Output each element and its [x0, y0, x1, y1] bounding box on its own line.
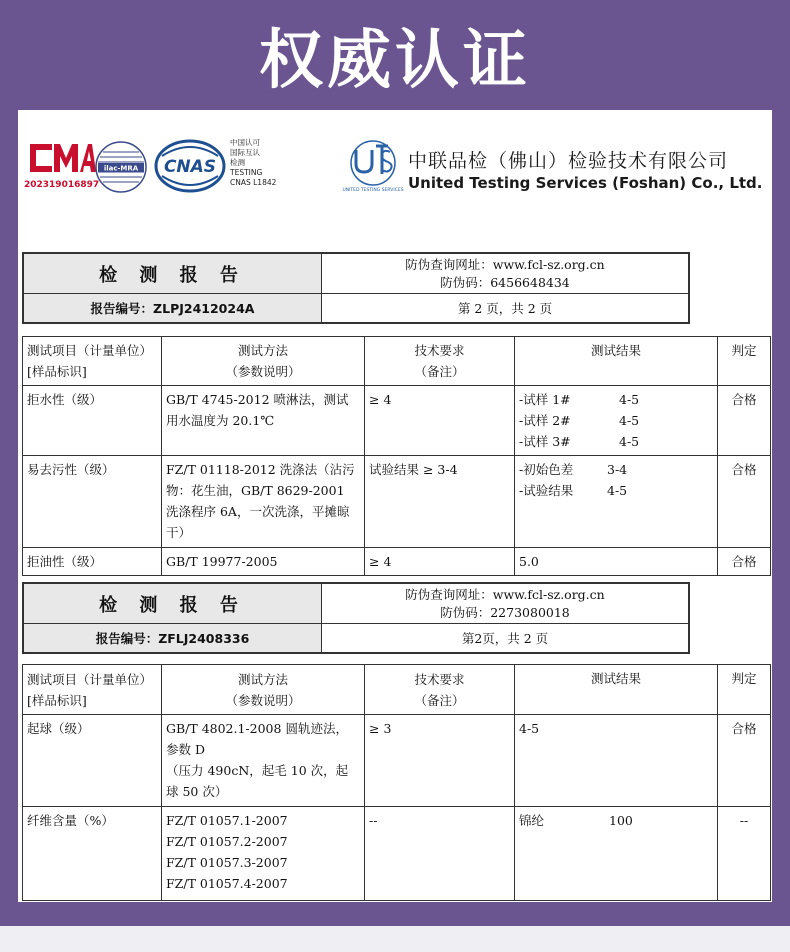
- row-item: 起球（级）: [23, 715, 162, 807]
- col-header-requirement: 技术要求 （备注）: [365, 337, 515, 386]
- table-header-row: [23, 665, 771, 715]
- cnas-logo-icon: [154, 138, 226, 194]
- result-value: 4-5: [619, 392, 640, 407]
- logos-row: [18, 110, 772, 220]
- result-line: [519, 810, 713, 831]
- svg-text:CNAS: CNAS: [163, 157, 217, 177]
- row-results: 4-5: [515, 715, 718, 807]
- col-header-result: 测试结果: [515, 665, 718, 715]
- row-item: 易去污性（级）: [23, 456, 162, 548]
- row-results: [515, 386, 718, 456]
- verify-code: 防伪码：2273080018: [440, 604, 570, 620]
- report-header-1: [22, 252, 690, 324]
- col-header-result: 测试结果: [515, 337, 718, 386]
- results-table-2: [22, 664, 771, 901]
- row-requirement: ≥ 4: [365, 386, 515, 456]
- company-name-en: United Testing Services (Foshan) Co., Ltd.: [408, 174, 763, 192]
- row-method: FZ/T 01057.1-2007 FZ/T 01057.2-2007 FZ/T 01057.3-2007 FZ/T 01057.4-2007: [162, 807, 365, 901]
- bottom-band: [0, 926, 790, 952]
- table-row: [23, 456, 771, 548]
- cma-number: 202319016897: [24, 180, 100, 190]
- result-label: -试验结果: [519, 483, 574, 498]
- result-value: 4-5: [619, 434, 640, 449]
- verify-url: 防伪查询网址：www.fcl-sz.org.cn: [405, 256, 605, 272]
- result-label: -初始色差: [519, 462, 574, 477]
- result-line: [519, 410, 713, 431]
- row-verdict: 合格: [718, 548, 771, 576]
- hero-banner: [0, 0, 790, 110]
- results-table-1: [22, 336, 771, 576]
- row-verdict: 合格: [718, 386, 771, 456]
- row-requirement: 试验结果 ≥ 3-4: [365, 456, 515, 548]
- verify-code: 防伪码：6456648434: [440, 274, 570, 290]
- row-item: 拒油性（级）: [23, 548, 162, 576]
- row-requirement: ≥ 3: [365, 715, 515, 807]
- result-label: -试样 3#: [519, 434, 571, 449]
- row-verdict: 合格: [718, 456, 771, 548]
- svg-text:ilac-MRA: ilac-MRA: [103, 164, 139, 173]
- result-line: [519, 480, 713, 501]
- verify-info: [322, 254, 688, 294]
- row-verdict: 合格: [718, 715, 771, 807]
- row-results: 5.0: [515, 548, 718, 576]
- row-results: [515, 456, 718, 548]
- page-title: 权威认证: [259, 24, 531, 98]
- company-name-cn: 中联品检（佛山）检验技术有限公司: [408, 150, 729, 172]
- row-results: [515, 807, 718, 901]
- report-title: 检 测 报 告: [24, 254, 322, 294]
- table-row: [23, 548, 771, 576]
- uts-logo-icon: [342, 136, 404, 194]
- row-item: 纤维含量（%）: [23, 807, 162, 901]
- cnas-caption-line: TESTING: [230, 168, 263, 177]
- cma-logo-icon: [26, 138, 96, 178]
- table-row: [23, 807, 771, 901]
- result-line: [519, 431, 713, 452]
- row-item: 拒水性（级）: [23, 386, 162, 456]
- table-row: [23, 715, 771, 807]
- col-header-requirement: 技术要求 （备注）: [365, 665, 515, 715]
- report-number: 报告编号：ZFLJ2408336: [24, 624, 322, 652]
- cnas-caption-line: 国际互认: [230, 148, 260, 157]
- row-requirement: ≥ 4: [365, 548, 515, 576]
- cnas-caption-line: 中国认可: [230, 138, 260, 147]
- col-header-item: 测试项目（计量单位） [样品标识]: [23, 665, 162, 715]
- result-value: 3-4: [607, 462, 628, 477]
- cnas-caption-line: CNAS L1842: [230, 178, 277, 187]
- col-header-method: 测试方法 （参数说明）: [162, 337, 365, 386]
- cnas-caption: [230, 138, 276, 188]
- verify-info: [322, 584, 688, 624]
- row-method: FZ/T 01118-2012 洗涤法（沾污物：花生油，GB/T 8629-2001 洗涤程序 6A，一次洗涤，平摊晾干）: [162, 456, 365, 548]
- col-header-verdict: 判定: [718, 337, 771, 386]
- svg-text:UNITED TESTING SERVICES: UNITED TESTING SERVICES: [342, 188, 404, 193]
- verify-url: 防伪查询网址：www.fcl-sz.org.cn: [405, 586, 605, 602]
- page-count: 第2页，共 2 页: [461, 631, 549, 646]
- table-row: [23, 386, 771, 456]
- page-count: 第 2 页，共 2 页: [457, 301, 553, 316]
- certificate-sheet: [18, 110, 772, 902]
- report-header-2: [22, 582, 690, 654]
- row-requirement: --: [365, 807, 515, 901]
- result-value: 4-5: [619, 413, 640, 428]
- cnas-caption-line: 检测: [230, 158, 245, 167]
- row-method: GB/T 19977-2005: [162, 548, 365, 576]
- row-method: GB/T 4802.1-2008 圆轨迹法，参数 D （压力 490cN，起毛 10 次，起球 50 次）: [162, 715, 365, 807]
- result-label: -试样 2#: [519, 413, 571, 428]
- result-label: 锦纶: [519, 813, 545, 828]
- col-header-method: 测试方法 （参数说明）: [162, 665, 365, 715]
- row-verdict: --: [718, 807, 771, 901]
- result-line: [519, 389, 713, 410]
- col-header-verdict: 判定: [718, 665, 771, 715]
- col-header-item: 测试项目（计量单位） [样品标识]: [23, 337, 162, 386]
- report-title: 检 测 报 告: [24, 584, 322, 624]
- result-value: 4-5: [607, 483, 628, 498]
- report-number: 报告编号：ZLPJ2412024A: [24, 294, 322, 322]
- ilac-mra-logo-icon: [94, 140, 148, 194]
- result-value: 100: [609, 813, 633, 828]
- result-label: -试样 1#: [519, 392, 571, 407]
- result-line: [519, 459, 713, 480]
- row-method: GB/T 4745-2012 喷淋法，测试用水温度为 20.1℃: [162, 386, 365, 456]
- table-header-row: [23, 337, 771, 386]
